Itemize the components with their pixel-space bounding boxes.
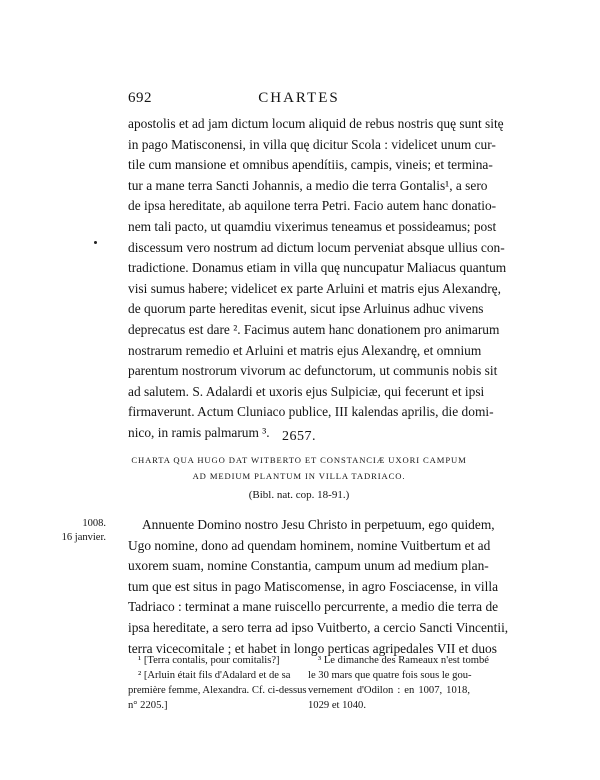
page-number: 692: [128, 90, 152, 106]
text-line: nostrarum remedio et Arluini et matris ejus Alexandrę, et omnium: [128, 342, 482, 358]
margin-date-year: 1008.: [82, 518, 106, 529]
footnote-line: n° 2205.]: [128, 700, 168, 711]
text-line: visi sumus habere; videlicet ex parte Arluini et matris ejus Alexandrę,: [128, 280, 501, 296]
text-line: ipsa hereditate, a sero terra ad ipso Vuitberto, a cercio Sancti Vincentii,: [128, 619, 509, 635]
footnotes-right-column: [308, 653, 490, 713]
text-line: nico, in ramis palmarum ³.: [128, 424, 270, 440]
text-line: in pago Matisconensi, in villa quę dicitur Scola : videlicet unum cur-: [128, 136, 496, 152]
charter-text: [128, 515, 509, 659]
margin-date-day: 16 janvier.: [61, 532, 106, 543]
text-line: ad salutem. S. Adalardi et uxoris ejus Sulpiciæ, qui fecerunt et ipsi: [128, 383, 485, 399]
footnote-line: ² [Arluin était fils d'Adalard et de sa: [138, 670, 291, 681]
footnote-line: 1029 et 1040.: [308, 700, 366, 711]
text-line: discessum vero nostrum ad dictum locum perveniat absque ullius con-: [128, 239, 505, 255]
charter-title: [128, 452, 470, 484]
text-line: Ugo nomine, dono ad quendam hominem, nomine Vuitbertum et ad: [128, 537, 491, 553]
text-line: nem tali pacto, ut quamdiu vixerimus teneamus et possideamus; post: [128, 218, 497, 234]
text-line: uxorem suam, nomine Constantia, campum unum ad medium plan-: [128, 558, 489, 574]
text-line: firmaverunt. Actum Cluniaco publice, III kalendas aprilis, die domi-: [128, 404, 494, 420]
footnote-line: le 30 mars que quatre fois sous le gou-: [308, 670, 472, 681]
charter-number: 2657.: [282, 429, 316, 444]
margin-dot: [94, 241, 97, 244]
text-line: deprecatus est dare ². Facimus autem hanc donationem pro animarum: [128, 321, 500, 337]
text-line: de ipsa hereditate, ab aquilone terra Petri. Facio autem hanc donatio-: [128, 198, 497, 214]
footnote-line: première femme, Alexandra. Cf. ci-dessus: [128, 685, 307, 696]
footnote-line: vernement d'Odilon : en 1007, 1018,: [308, 685, 470, 696]
footnote-line: ¹ [Terra contalis, pour comitalis?]: [138, 655, 280, 666]
text-line: apostolis et ad jam dictum locum aliquid de rebus nostris quę sunt sitę: [128, 116, 504, 131]
charter-title-line: AD MEDIUM PLANTUM IN VILLA TADRIACO.: [192, 471, 406, 481]
footnote-line: ³ Le dimanche des Rameaux n'est tombé: [318, 655, 490, 666]
margin-date: [46, 517, 106, 545]
charter-source: (Bibl. nat. cop. 18-91.): [248, 489, 350, 501]
text-line: parentum nostrorum vivorum ac defunctorum, ut communis nobis sit: [128, 363, 498, 379]
page-header: [128, 90, 470, 110]
text-line: terra vicecomitale ; et habet in longo perticas agripedales VII et duos: [128, 640, 497, 656]
footnotes-left-column: [128, 653, 307, 713]
text-line: Annuente Domino nostro Jesu Christo in perpetuum, ego quidem,: [142, 517, 495, 532]
text-line: de quorum parte hereditas evenit, sicut ipse Arluinus adhuc vivens: [128, 301, 484, 317]
text-line: tur a mane terra Sancti Johannis, a medio die terra Gontalis¹, a sero: [128, 177, 488, 193]
text-line: tradictione. Donamus etiam in villa quę nuncupatur Maliacus quantum: [128, 260, 507, 276]
running-title: CHARTES: [258, 90, 340, 106]
paragraph-previous-charter: [128, 114, 507, 444]
charter-title-line: CHARTA QUA HUGO DAT WITBERTO ET CONSTANCIÆ UXORI CAMPUM: [131, 455, 467, 465]
text-line: tum que est situs in pago Matiscomense, in agro Fosciacense, in villa: [128, 578, 499, 594]
text-line: Tadriaco : terminat a mane ruiscello percurrente, a medio die terra de: [128, 599, 499, 615]
text-line: tile cum mansione et omnibus apendítiis, campis, vineis; et termina-: [128, 157, 493, 173]
